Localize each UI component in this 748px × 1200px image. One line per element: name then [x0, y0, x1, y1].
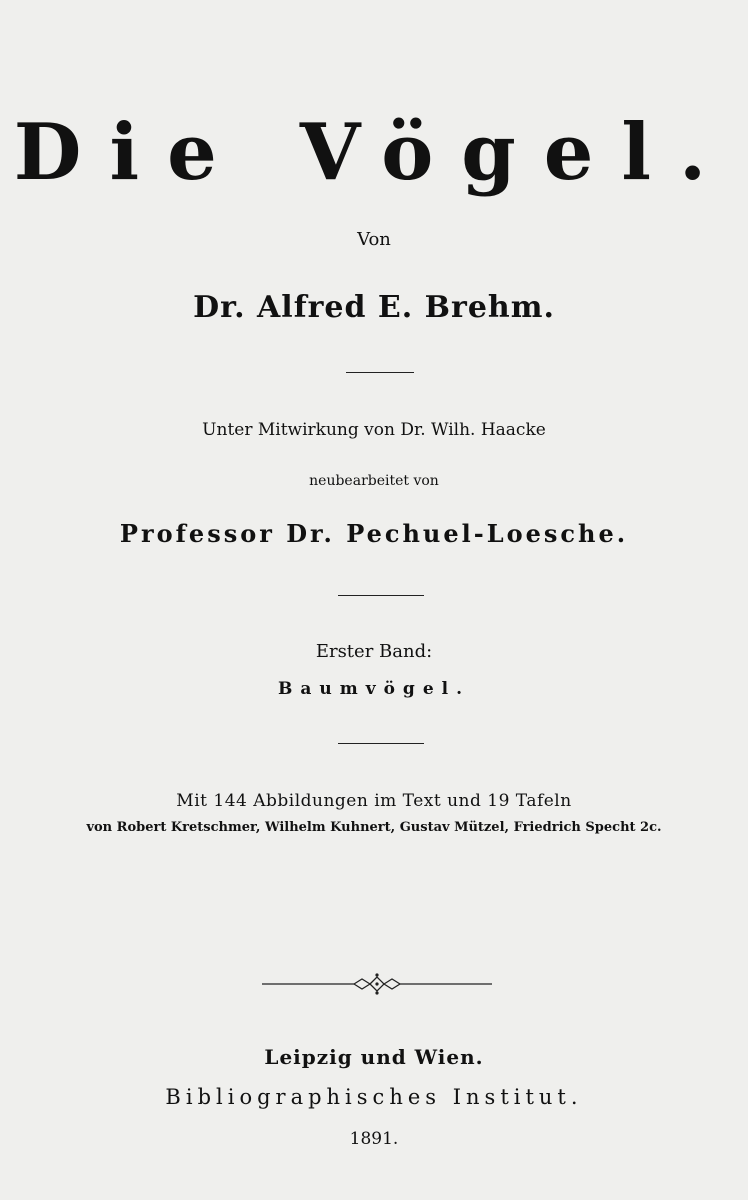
divider-rule-2 — [338, 595, 424, 596]
volume-title: Baumvögel. — [277, 679, 471, 699]
editor-name: Professor Dr. Pechuel-Loesche. — [119, 519, 629, 548]
divider-rule-3 — [338, 743, 424, 744]
volume-label: Erster Band: — [315, 641, 433, 662]
divider-rule-1 — [346, 372, 414, 373]
illustrators-line: von Robert Kretschmer, Wilhelm Kuhnert, Gustav Mützel, Friedrich Specht 2c. — [86, 820, 662, 835]
book-title: Die Vögel. — [13, 107, 735, 198]
collaboration-line: Unter Mitwirkung von Dr. Wilh. Haacke — [202, 420, 546, 440]
byline-von: Von — [357, 229, 391, 250]
revised-by-line: neubearbeitet von — [309, 473, 439, 489]
illustrations-line: Mit 144 Abbildungen im Text und 19 Tafeln — [176, 791, 572, 811]
publication-place: Leipzig und Wien. — [264, 1045, 484, 1069]
publication-year: 1891. — [349, 1129, 399, 1149]
publisher-name: Bibliographisches Institut. — [165, 1085, 583, 1109]
ornament-divider — [262, 972, 492, 996]
author-name: Dr. Alfred E. Brehm. — [193, 290, 555, 325]
